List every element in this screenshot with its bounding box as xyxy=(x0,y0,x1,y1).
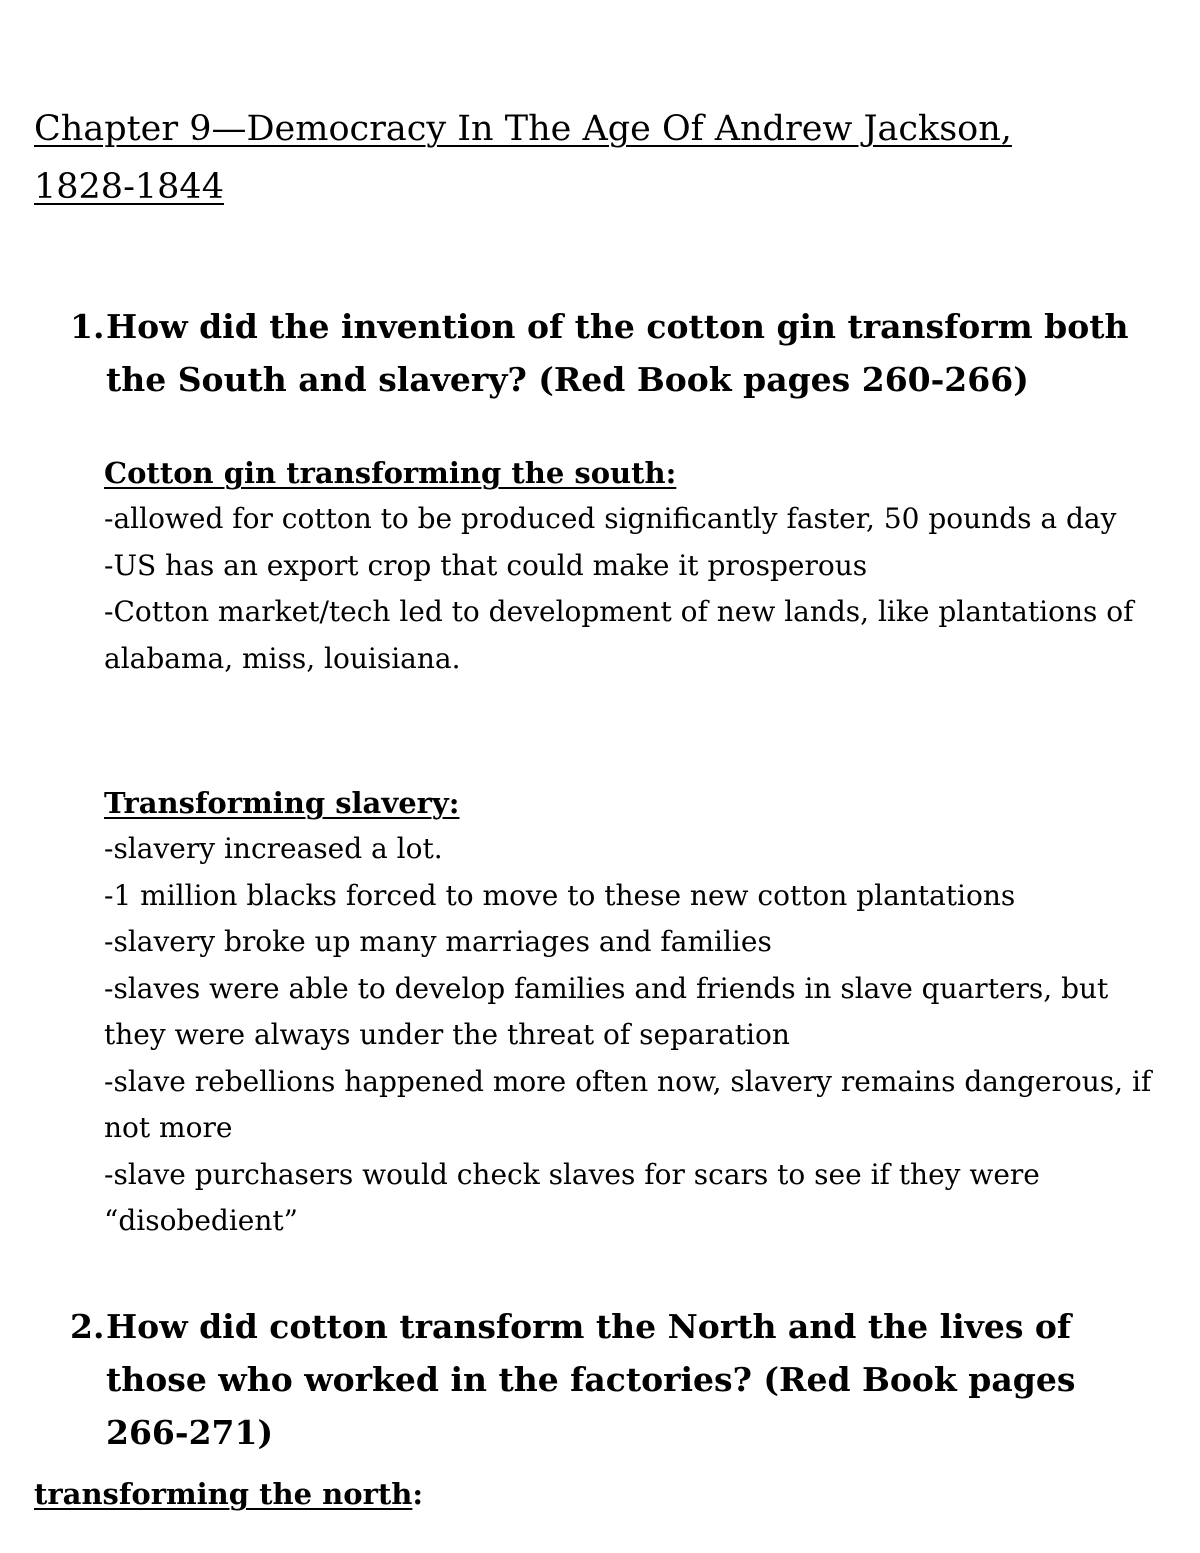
question-1-text: How did the invention of the cotton gin transform both the South and slavery? (Red Book pages 260-266) xyxy=(106,307,1129,399)
question-1-number: 1. xyxy=(70,307,105,346)
list-item: -slaves were able to develop families and friends in slave quarters, but they were always under the threat of separation xyxy=(104,971,1109,1051)
question-2 xyxy=(70,1300,1160,1459)
bullet-list-south xyxy=(104,496,1174,682)
question-1 xyxy=(70,300,1160,406)
chapter-title-line-1: Chapter 9—Democracy In The Age Of Andrew Jackson, xyxy=(34,109,1012,149)
list-item: -slave purchasers would check slaves for scars to see if they were “disobedient” xyxy=(104,1157,1040,1237)
list-item: -allowed for cotton to be produced significantly faster, 50 pounds a day xyxy=(104,502,1117,535)
list-item: -Cotton market/tech led to development of new lands, like plantations of alabama, miss, louisiana. xyxy=(104,595,1134,675)
list-item: -1 million blacks forced to move to these new cotton plantations xyxy=(104,878,1016,912)
section-transforming-slavery xyxy=(104,780,1174,1245)
section-cotton-gin-south xyxy=(104,450,1174,682)
bullet-list-slavery xyxy=(104,826,1174,1245)
list-item: -slavery increased a lot. xyxy=(104,832,443,865)
list-item: -slavery broke up many marriages and families xyxy=(104,925,772,958)
list-item: -slave rebellions happened more often now, slavery remains dangerous, if not more xyxy=(104,1064,1152,1144)
north-heading-colon: : xyxy=(412,1477,424,1511)
chapter-title-line-2: 1828-1844 xyxy=(34,167,224,207)
question-2-text: How did cotton transform the North and the lives of those who worked in the factories? (Red Book pages 266-271) xyxy=(106,1307,1076,1452)
section-heading-slavery: Transforming slavery: xyxy=(104,786,460,820)
list-item: -US has an export crop that could make it prosperous xyxy=(104,548,868,582)
section-heading-south: Cotton gin transforming the south: xyxy=(104,456,677,490)
question-2-number: 2. xyxy=(70,1307,105,1346)
chapter-title xyxy=(34,100,1154,216)
north-heading-label: transforming the north xyxy=(34,1477,413,1511)
north-heading xyxy=(34,1471,423,1517)
